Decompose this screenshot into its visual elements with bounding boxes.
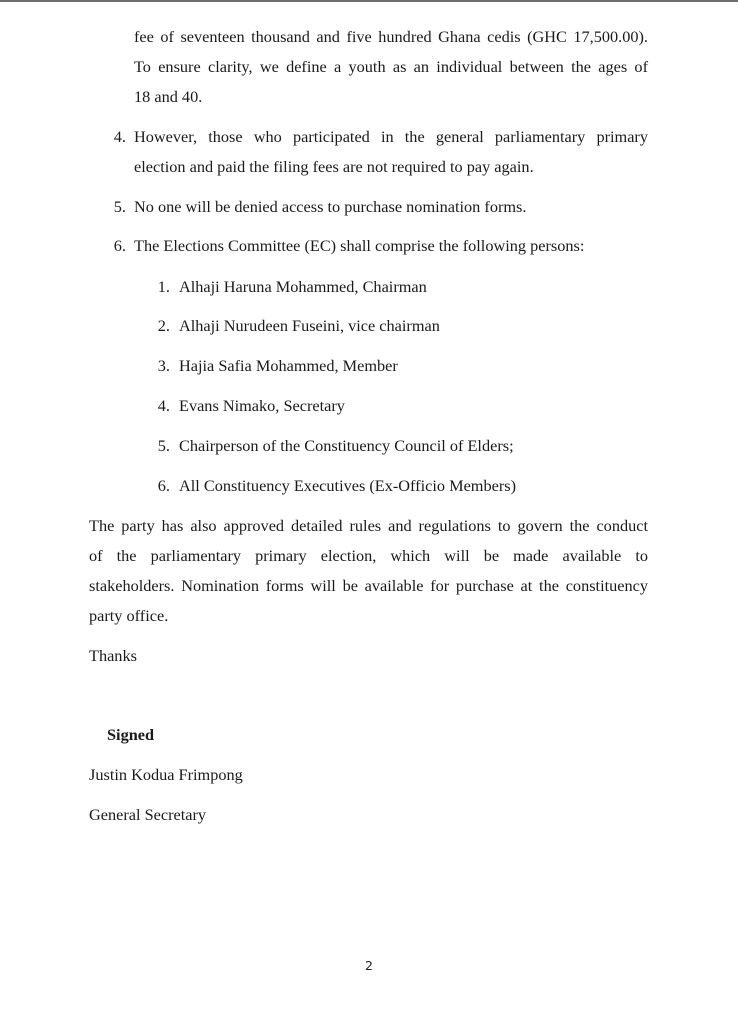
committee-member: Alhaji Nurudeen Fuseini, vice chairman (179, 316, 440, 335)
committee-number: 1. (157, 277, 170, 296)
committee-number: 4. (157, 396, 170, 415)
committee-member: Hajia Safia Mohammed, Member (179, 356, 398, 375)
closing-paragraph-line-2: of the parliamentary primary election, which will be made available to (89, 546, 648, 565)
page-number: 2 (365, 958, 373, 973)
signed-label: Signed (107, 725, 155, 744)
committee-number: 3. (157, 356, 170, 375)
item-5-line-1: No one will be denied access to purchase nomination forms. (134, 197, 527, 216)
continuation-line-1: fee of seventeen thousand and five hundred Ghana cedis (GHC 17,500.00). (134, 27, 648, 46)
item-6-line-1: The Elections Committee (EC) shall comprise the following persons: (134, 236, 585, 255)
closing-paragraph-line-4: party office. (89, 606, 169, 625)
committee-member: Alhaji Haruna Mohammed, Chairman (179, 277, 427, 296)
committee-number: 2. (157, 316, 170, 335)
committee-member: Evans Nimako, Secretary (179, 396, 345, 415)
item-number: 5. (113, 197, 126, 216)
signatory-name: Justin Kodua Frimpong (89, 765, 243, 784)
item-number: 4. (113, 127, 126, 146)
committee-number: 6. (157, 476, 170, 495)
thanks-text: Thanks (89, 646, 137, 665)
closing-paragraph-line-3: stakeholders. Nomination forms will be available for purchase at the constituency (89, 576, 648, 595)
signatory-title: General Secretary (89, 805, 207, 824)
continuation-line-2: To ensure clarity, we define a youth as an individual between the ages of (134, 57, 648, 76)
item-4-line-2: election and paid the filing fees are not required to pay again. (134, 157, 534, 176)
committee-member: Chairperson of the Constituency Council of Elders; (179, 436, 514, 455)
committee-member: All Constituency Executives (Ex-Officio Members) (179, 476, 517, 495)
committee-number: 5. (157, 436, 170, 455)
item-number: 6. (113, 236, 126, 255)
item-4-line-1: However, those who participated in the general parliamentary primary (134, 127, 648, 146)
closing-paragraph-line-1: The party has also approved detailed rules and regulations to govern the conduct (89, 516, 648, 535)
continuation-line-3: 18 and 40. (134, 87, 203, 106)
